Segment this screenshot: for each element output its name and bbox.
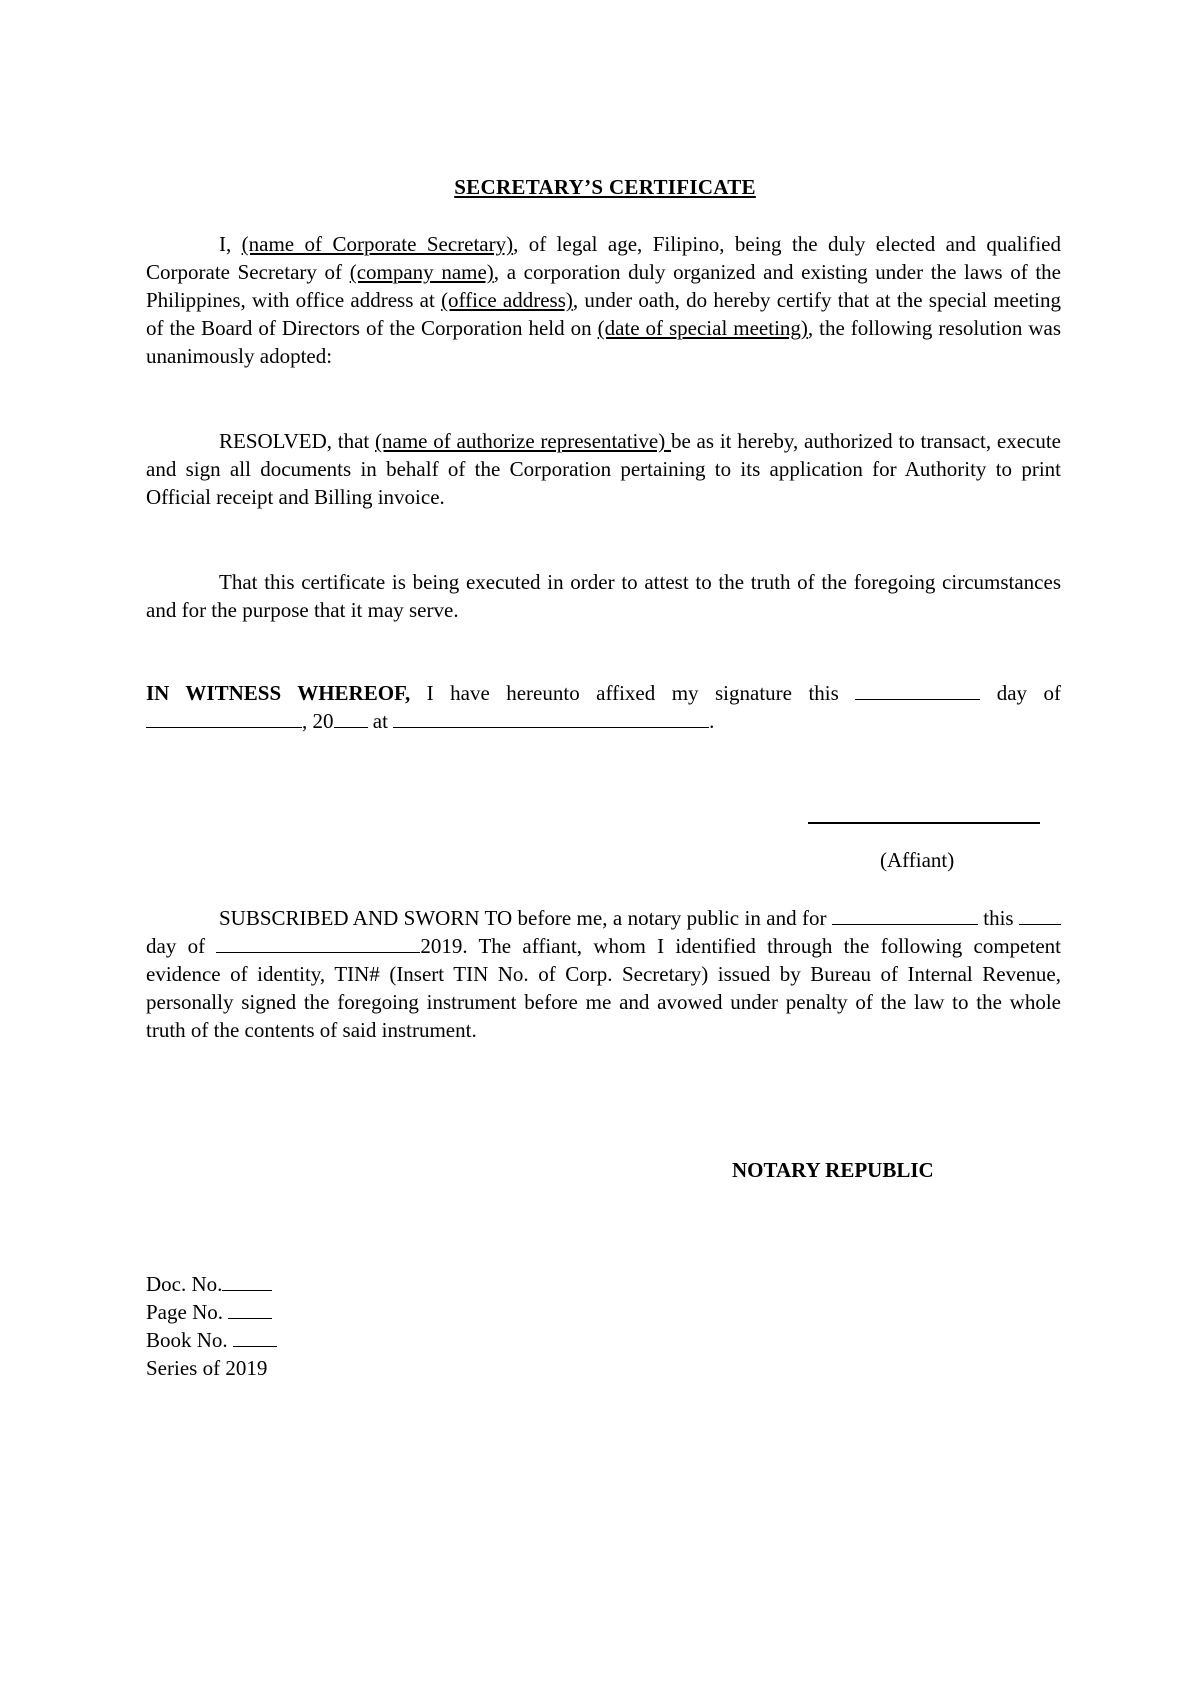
series-line: Series of 2019 <box>146 1356 268 1380</box>
intro-text: I, <box>219 232 242 256</box>
resolution-paragraph: RESOLVED, that (name of authorize representative) be as it hereby, authorized to transact, execute and sign all documents in behalf of the Corporation pertaining to its application for Authority to print Official receipt and Billing invoice. <box>146 429 1061 509</box>
office-address-placeholder: (office address) <box>441 288 573 312</box>
jurat-month-blank <box>216 934 420 953</box>
secretary-name-placeholder: (name of Corporate Secretary) <box>241 232 514 256</box>
meeting-date-placeholder: (date of special meeting) <box>597 316 808 340</box>
affiant-label: (Affiant) <box>880 848 955 872</box>
notary-label: NOTARY REPUBLIC <box>732 1158 934 1182</box>
witness-paragraph: IN WITNESS WHEREOF, I have hereunto affixed my signature this day of , 20 at . <box>146 681 1061 733</box>
page-no-blank <box>228 1300 272 1319</box>
year-blank <box>334 709 368 728</box>
jurat-paragraph: SUBSCRIBED AND SWORN TO before me, a notary public in and for this day of 2019. The affiant, whom I identified through the following competent evidence of identity, TIN# (Insert TIN No. of Corp. Secretary) issued by Bureau of Internal Revenue, personally signed the foregoing instrument before me and avowed under penalty of the law to the whole truth of the contents of said instrument. <box>146 906 1061 1042</box>
attestation-paragraph: That this certificate is being executed in order to attest to the truth of the foregoing circumstances and for the purpose that it may serve. <box>146 570 1061 622</box>
notarial-register <box>146 1270 277 1382</box>
representative-placeholder: (name of authorize representative) <box>375 429 671 453</box>
jurat-day-blank <box>1019 906 1061 925</box>
doc-no-blank <box>222 1272 272 1291</box>
certification-paragraph: I, (name of Corporate Secretary), of legal age, Filipino, being the duly elected and qualified Corporate Secretary of (company name), a corporation duly organized and existing under the laws of the Philippines, with office address at (office address), under oath, do hereby certify that at the special meeting of the Board of Directors of the Corporation held on (date of special meeting), the following resolution was unanimously adopted: <box>146 232 1062 368</box>
affiant-signature-line <box>808 822 1040 824</box>
place-blank <box>393 709 709 728</box>
book-no-line: Book No. <box>146 1326 277 1354</box>
page-no-line: Page No. <box>146 1298 277 1326</box>
day-blank <box>855 681 980 700</box>
doc-no-line: Doc. No. <box>146 1270 277 1298</box>
document-title: SECRETARY’S CERTIFICATE <box>454 175 756 199</box>
location-blank <box>832 906 978 925</box>
company-name-placeholder: (company name) <box>349 260 494 284</box>
witness-heading: IN WITNESS WHEREOF, <box>146 681 411 705</box>
month-blank <box>146 709 302 728</box>
book-no-blank <box>233 1328 277 1347</box>
